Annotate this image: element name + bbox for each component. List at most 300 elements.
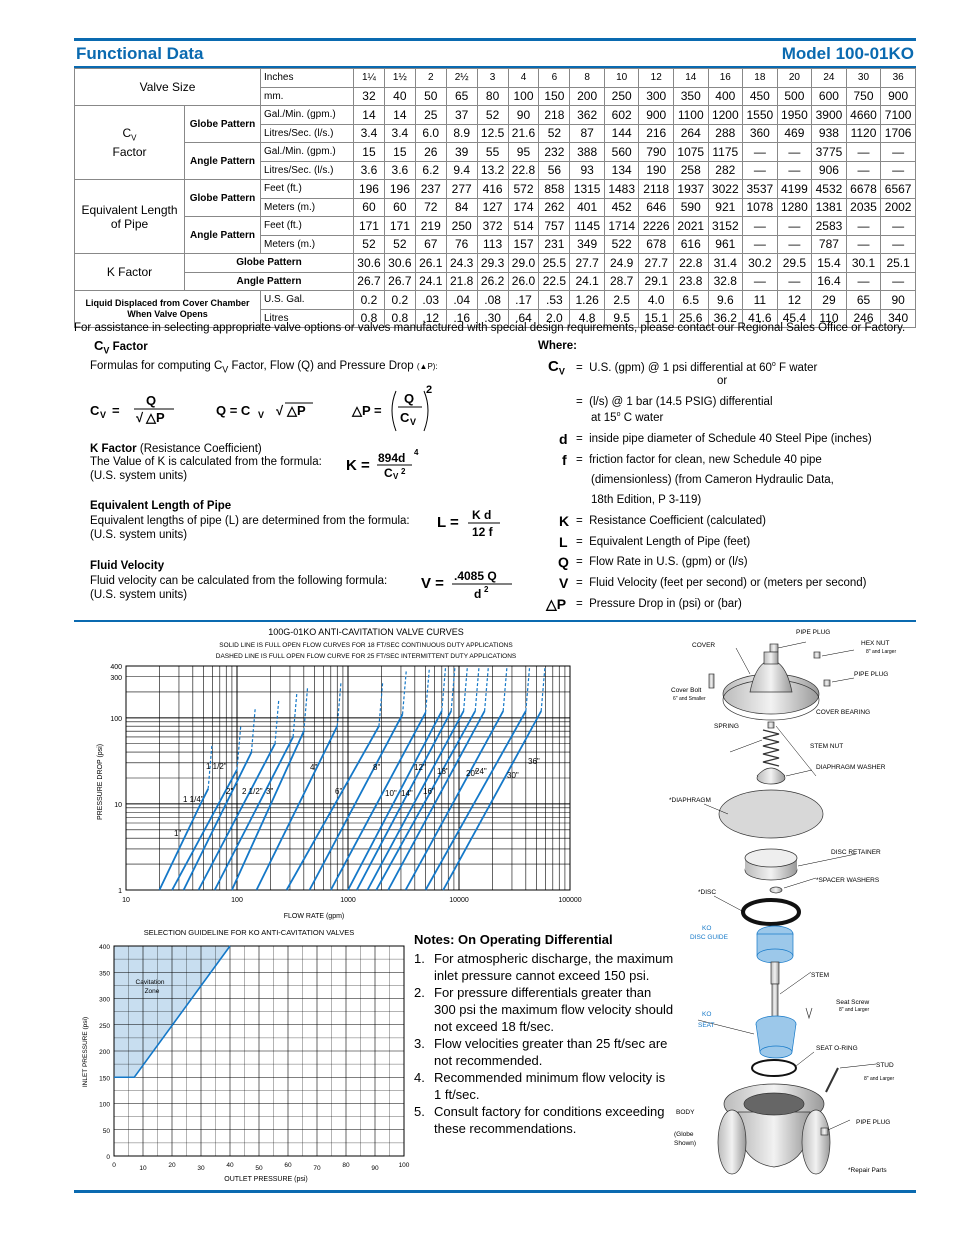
size-inch: 4 (508, 69, 539, 88)
value-cell: .30 (477, 309, 508, 328)
globe-shown-label-a: (Globe (674, 1131, 694, 1138)
value-cell: 388 (570, 143, 605, 162)
value-cell: 12.5 (477, 124, 508, 143)
value-cell: 134 (604, 161, 639, 180)
svg-text:V: V (258, 410, 265, 420)
angle-pattern-label: Angle Pattern (185, 272, 354, 291)
value-cell: 250 (446, 217, 477, 236)
svg-text:d: d (474, 587, 482, 601)
value-cell: 300 (639, 87, 674, 106)
v-formula (420, 564, 520, 604)
chart1-xtick: 100000 (558, 897, 582, 904)
curve-label: 2 1/2" (242, 787, 263, 796)
svg-text:12 f: 12 f (472, 525, 493, 539)
value-cell: 678 (639, 235, 674, 254)
value-cell: 401 (570, 198, 605, 217)
cv-factor-label: $C_V$ Factor (75, 106, 185, 180)
where-f1: = friction factor for clean, new Schedule 40 pipe (576, 454, 822, 466)
chart1-xtick: 10 (122, 897, 130, 904)
value-cell: 646 (639, 198, 674, 217)
unit-label: Inches (261, 69, 354, 88)
value-cell: — (777, 143, 812, 162)
value-cell: 350 (673, 87, 708, 106)
v-text1: Fluid velocity can be calculated from the following formula: (90, 575, 388, 587)
svg-text:2: 2 (484, 585, 489, 594)
pipe-plug-icon (770, 644, 778, 652)
value-cell: 60 (384, 198, 415, 217)
note-item (414, 1103, 674, 1137)
value-cell: — (743, 272, 778, 291)
size-inch: 1½ (384, 69, 415, 88)
value-cell: 1483 (604, 180, 639, 199)
size-inch: 10 (604, 69, 639, 88)
value-cell: 41.6 (743, 309, 778, 328)
value-cell: 522 (604, 235, 639, 254)
svg-text:V: V (393, 472, 399, 481)
value-cell: 3.6 (354, 161, 385, 180)
unit-label: U.S. Gal. (261, 291, 354, 310)
value-cell: 4.8 (570, 309, 605, 328)
l-formula (436, 505, 506, 541)
notes-title: Notes: On Operating Differential (414, 932, 613, 947)
value-cell: — (881, 161, 916, 180)
hex-nut-icon (814, 652, 820, 658)
curve-label: 36" (528, 757, 540, 766)
value-cell: 1315 (570, 180, 605, 199)
stem-label: STEM (811, 972, 830, 979)
chart2-xtick: 90 (371, 1165, 379, 1172)
value-cell: 36.2 (708, 309, 743, 328)
equivalent-length-label: Equivalent Length of Pipe (75, 180, 185, 254)
value-cell: 22.8 (508, 161, 539, 180)
eq-length-title: Equivalent Length of Pipe (90, 500, 232, 512)
value-cell: 258 (673, 161, 708, 180)
value-cell: 29 (812, 291, 847, 310)
svg-text:L =: L = (437, 514, 459, 531)
value-cell: 900 (639, 106, 674, 125)
value-cell: 1120 (846, 124, 881, 143)
cover-bearing-label: COVER BEARING (816, 709, 871, 716)
value-cell: 4199 (777, 180, 812, 199)
chart2-ytick: 300 (99, 996, 110, 1004)
value-cell: .04 (446, 291, 477, 310)
value-cell: 3.4 (354, 124, 385, 143)
value-cell: 25.6 (673, 309, 708, 328)
value-cell: 288 (708, 124, 743, 143)
unit-label: Litres/Sec. (l/s.) (261, 161, 354, 180)
value-cell: 7100 (881, 106, 916, 125)
angle-pattern-label: Angle Pattern (185, 143, 261, 180)
value-cell: 340 (881, 309, 916, 328)
size-inch: 18 (743, 69, 778, 88)
size-inch: 6 (539, 69, 570, 88)
value-cell: .03 (415, 291, 446, 310)
value-cell: 6.0 (415, 124, 446, 143)
value-cell: 600 (812, 87, 847, 106)
seat-screw-sub-label: 8" and Larger (839, 1007, 870, 1013)
value-cell: 9.4 (446, 161, 477, 180)
value-cell: 60 (354, 198, 385, 217)
note-number: 2. (414, 985, 425, 1000)
value-cell: — (846, 143, 881, 162)
where-cv-1: = U.S. (gpm) @ 1 psi differential at 60$^o$ F water (576, 361, 818, 374)
where-l-sym: L (559, 534, 568, 550)
v-text2: (U.S. system units) (90, 589, 188, 601)
body-label: BODY (676, 1109, 695, 1116)
note-text: Flow velocities greater than 25 ft/sec are not recommended. (434, 1036, 668, 1068)
value-cell: 95 (508, 143, 539, 162)
ko-disc-guide-icon (757, 926, 793, 984)
chart2-xtick: 50 (255, 1165, 263, 1172)
value-cell: 4660 (846, 106, 881, 125)
value-cell: — (777, 161, 812, 180)
value-cell: 1.26 (570, 291, 605, 310)
table-row (75, 291, 916, 310)
globe-pattern-label: Globe Pattern (185, 106, 261, 143)
value-cell: 196 (384, 180, 415, 199)
value-cell: 24.9 (604, 254, 639, 273)
value-cell: .08 (477, 291, 508, 310)
spacer-washers-icon (770, 887, 782, 893)
svg-text:C: C (384, 466, 393, 480)
value-cell: — (846, 235, 881, 254)
value-cell: 262 (539, 198, 570, 217)
value-cell: 1145 (570, 217, 605, 236)
value-cell: 22.5 (539, 272, 570, 291)
value-cell: — (743, 235, 778, 254)
value-cell: 1078 (743, 198, 778, 217)
value-cell: 13.2 (477, 161, 508, 180)
value-cell: 80 (477, 87, 508, 106)
where-k: = Resistance Coefficient (calculated) (576, 515, 766, 527)
value-cell: 24.1 (570, 272, 605, 291)
value-cell: 76 (446, 235, 477, 254)
value-cell: 2002 (881, 198, 916, 217)
value-cell: 22.8 (673, 254, 708, 273)
where-v: = Fluid Velocity (feet per second) or (meters per second) (576, 577, 867, 589)
value-cell: 15 (354, 143, 385, 162)
value-cell: 196 (354, 180, 385, 199)
cover-icon (723, 652, 819, 720)
value-cell: 28.7 (604, 272, 639, 291)
value-cell: 110 (812, 309, 847, 328)
chart2-ytick: 0 (106, 1154, 110, 1161)
curve-label: 20" (466, 769, 478, 778)
value-cell: 27.7 (570, 254, 605, 273)
unit-label: Feet (ft.) (261, 217, 354, 236)
value-cell: — (881, 217, 916, 236)
value-cell: 31.4 (708, 254, 743, 273)
value-cell: 246 (846, 309, 881, 328)
cv-factor-title: $C_V$ Factor (94, 338, 148, 356)
value-cell: — (881, 143, 916, 162)
valve-body-icon (718, 1084, 830, 1174)
note-number: 4. (414, 1070, 425, 1085)
value-cell: 52 (384, 235, 415, 254)
value-cell: 219 (415, 217, 446, 236)
value-cell: — (777, 272, 812, 291)
value-cell: 15.4 (812, 254, 847, 273)
value-cell: 4.0 (639, 291, 674, 310)
value-cell: 1714 (604, 217, 639, 236)
chart1-ytick: 10 (114, 801, 122, 809)
table-row (75, 180, 916, 199)
value-cell: 0.2 (384, 291, 415, 310)
size-inch: 20 (777, 69, 812, 88)
where-q: = Flow Rate in U.S. (gpm) or (l/s) (576, 556, 748, 568)
value-cell: 21.8 (446, 272, 477, 291)
value-cell: 29.0 (508, 254, 539, 273)
value-cell: 2.5 (604, 291, 639, 310)
value-cell: 67 (415, 235, 446, 254)
value-cell: 52 (539, 124, 570, 143)
svg-text:C: C (400, 410, 410, 425)
value-cell: — (846, 217, 881, 236)
where-f-sym: f (562, 452, 567, 468)
chart1-title: 100G-01KO ANTI-CAVITATION VALVE CURVES (268, 627, 464, 637)
value-cell: 15 (384, 143, 415, 162)
value-cell: .16 (446, 309, 477, 328)
size-inch: 14 (673, 69, 708, 88)
functional-data-table (74, 68, 916, 328)
chart2-ytick: 200 (99, 1049, 110, 1056)
angle-pattern-label: Angle Pattern (185, 217, 261, 254)
ko-seat-label-a: KO (702, 1011, 712, 1018)
bottom-rule (74, 1190, 916, 1193)
globe-pattern-label: Globe Pattern (185, 180, 261, 217)
chart2-ylabel: INLET PRESSURE (psi) (82, 1016, 89, 1088)
l-text2: (U.S. system units) (90, 529, 188, 541)
value-cell: 237 (415, 180, 446, 199)
value-cell: 1706 (881, 124, 916, 143)
value-cell: — (846, 161, 881, 180)
value-cell: 55 (477, 143, 508, 162)
velocity-title: Fluid Velocity (90, 560, 165, 572)
chart1-subtitle1: SOLID LINE IS FULL OPEN FLOW CURVES FOR 18 FT/SEC CONTINUOUS DUTY APPLICATIONS (219, 642, 513, 649)
value-cell: 900 (881, 87, 916, 106)
chart2-xtick: 20 (168, 1162, 176, 1169)
curve-label: 8" (373, 763, 381, 772)
value-cell: 2021 (673, 217, 708, 236)
value-cell: 27.7 (639, 254, 674, 273)
disc-retainer-label: DISC RETAINER (831, 849, 881, 856)
value-cell: 30.6 (384, 254, 415, 273)
value-cell: 616 (673, 235, 708, 254)
value-cell: 6.5 (673, 291, 708, 310)
chart1-subtitle2: DASHED LINE IS FULL OPEN FLOW CURVE FOR 25 FT/SEC INTERMITTENT DUTY APPLICATIONS (215, 653, 517, 660)
value-cell: 282 (708, 161, 743, 180)
size-inch: 2½ (446, 69, 477, 88)
chart2-ytick: 100 (99, 1101, 110, 1109)
chart1-xlabel: FLOW RATE (gpm) (283, 913, 345, 920)
note-item (414, 984, 674, 1035)
curve-label: 3" (266, 787, 274, 796)
globe-pattern-label: Globe Pattern (185, 254, 354, 273)
stud-sub-label: 8" and Larger (864, 1076, 895, 1082)
note-number: 1. (414, 951, 425, 966)
size-inch: 16 (708, 69, 743, 88)
ko-seat-label-b: SEAT (698, 1022, 715, 1029)
size-inch: 2 (415, 69, 446, 88)
disc-label: *DISC (698, 889, 717, 896)
note-item (414, 950, 674, 984)
size-inch: 24 (812, 69, 847, 88)
value-cell: 938 (812, 124, 847, 143)
selection-guideline-chart (74, 922, 414, 1184)
value-cell: 264 (673, 124, 708, 143)
valve-size-label: Valve Size (75, 69, 261, 106)
unit-label: Meters (m.) (261, 198, 354, 217)
value-cell: 500 (777, 87, 812, 106)
value-cell: 157 (508, 235, 539, 254)
where-l: = Equivalent Length of Pipe (feet) (576, 536, 751, 548)
svg-text:Q: Q (404, 391, 415, 406)
value-cell: 0.2 (354, 291, 385, 310)
svg-text:.4085 Q: .4085 Q (454, 569, 497, 583)
pipe-plug-top-label: PIPE PLUG (796, 629, 831, 636)
where-or: or (717, 375, 728, 387)
value-cell: 150 (539, 87, 570, 106)
value-cell: — (846, 272, 881, 291)
where-cv: $C_V$ (548, 358, 565, 377)
value-cell: 602 (604, 106, 639, 125)
top-rule (74, 38, 916, 41)
value-cell: .17 (508, 291, 539, 310)
value-cell: .53 (539, 291, 570, 310)
value-cell: 171 (354, 217, 385, 236)
chart1-ytick: 100 (110, 715, 122, 723)
l-text1: Equivalent lengths of pipe (L) are determined from the formula: (90, 515, 410, 527)
value-cell: 0.8 (354, 309, 385, 328)
value-cell: 416 (477, 180, 508, 199)
value-cell: 30.2 (743, 254, 778, 273)
value-cell: 216 (639, 124, 674, 143)
where-p: = Pressure Drop in (psi) or (bar) (576, 598, 742, 610)
table-row (75, 254, 916, 273)
value-cell: 6.2 (415, 161, 446, 180)
value-cell: 40 (384, 87, 415, 106)
value-cell: 11 (743, 291, 778, 310)
cavitation-zone-label-1: Cavitation (135, 979, 165, 986)
spring-icon (763, 730, 779, 766)
value-cell: 171 (384, 217, 415, 236)
cover-label: COVER (692, 642, 716, 649)
svg-text:V =: V = (421, 575, 444, 592)
value-cell: 72 (415, 198, 446, 217)
curve-label: 1" (174, 829, 182, 838)
value-cell: 514 (508, 217, 539, 236)
value-cell: 2118 (639, 180, 674, 199)
svg-text:2: 2 (426, 385, 433, 396)
chart1-ytick: 1 (118, 888, 122, 895)
value-cell: 93 (570, 161, 605, 180)
value-cell: 757 (539, 217, 570, 236)
value-cell: 1200 (708, 106, 743, 125)
value-cell: 6567 (881, 180, 916, 199)
value-cell: 0.8 (384, 309, 415, 328)
value-cell: 29.3 (477, 254, 508, 273)
unit-label: Litres/Sec. (l/s.) (261, 124, 354, 143)
stem-nut-label: STEM NUT (810, 743, 844, 750)
svg-text:Q: Q (146, 393, 157, 408)
curve-label: 1 1/4" (183, 795, 204, 804)
chart1-xtick: 100 (231, 897, 243, 904)
globe-shown-label-b: Shown) (674, 1140, 697, 1147)
value-cell: 349 (570, 235, 605, 254)
value-cell: 572 (508, 180, 539, 199)
unit-label: mm. (261, 87, 354, 106)
svg-text:=: = (112, 403, 120, 418)
curve-label: 10" (385, 789, 397, 798)
value-cell: 45.4 (777, 309, 812, 328)
ko-seat-icon (756, 1016, 796, 1058)
hex-nut-sub-label: 8" and Larger (866, 649, 897, 655)
table-row (75, 272, 916, 291)
value-cell: 906 (812, 161, 847, 180)
chart2-ytick: 250 (99, 1022, 110, 1030)
assistance-note: For assistance in selecting appropriate valve options or valves manufactured with special design requirements, please contact our Regional Sales Office or Factory. (74, 322, 906, 334)
svg-text:√: √ (136, 410, 144, 425)
value-cell: 2226 (639, 217, 674, 236)
value-cell: 1280 (777, 198, 812, 217)
where-d-sym: d (559, 431, 568, 447)
chart2-xtick: 40 (226, 1162, 234, 1169)
value-cell: 921 (708, 198, 743, 217)
note-text: Recommended minimum flow velocity is 1 ft/sec. (434, 1070, 666, 1102)
value-cell: 26.7 (384, 272, 415, 291)
value-cell: 790 (639, 143, 674, 162)
unit-label: Gal./Min. (gpm.) (261, 143, 354, 162)
value-cell: 23.8 (673, 272, 708, 291)
value-cell: 1950 (777, 106, 812, 125)
value-cell: 3537 (743, 180, 778, 199)
value-cell: 29.5 (777, 254, 812, 273)
svg-text:V: V (100, 410, 107, 420)
svg-text:4: 4 (414, 448, 419, 457)
chart2-xtick: 60 (284, 1162, 292, 1169)
value-cell: 29.1 (639, 272, 674, 291)
chart1-xtick: 10000 (449, 897, 469, 904)
cv-q-p-formulas (88, 385, 448, 435)
chart2-ytick: 400 (99, 944, 110, 951)
chart1-ylabel: PRESSURE DROP (psi) (97, 743, 104, 821)
value-cell: 190 (639, 161, 674, 180)
curve-label: 12" (414, 763, 426, 772)
value-cell: 961 (708, 235, 743, 254)
where-k-sym: K (559, 513, 570, 529)
value-cell: .64 (508, 309, 539, 328)
value-cell: .12 (415, 309, 446, 328)
where-cv-2b: at 15$^o$ C water (591, 411, 664, 424)
unit-label: Gal./Min. (gpm.) (261, 106, 354, 125)
where-v-sym: V (559, 575, 569, 591)
size-inch: 1¼ (354, 69, 385, 88)
diaphragm-washer-label: DIAPHRAGM WASHER (816, 764, 886, 771)
value-cell: 858 (539, 180, 570, 199)
note-text: For atmospheric discharge, the maximum inlet pressure cannot exceed 150 psi. (434, 951, 674, 983)
svg-text:△P: △P (146, 410, 165, 425)
value-cell: 84 (446, 198, 477, 217)
pipe-plug3-icon (821, 1128, 828, 1135)
value-cell: 56 (539, 161, 570, 180)
where-d: = inside pipe diameter of Schedule 40 Steel Pipe (inches) (576, 433, 872, 445)
svg-text:894d: 894d (378, 451, 406, 465)
value-cell: 250 (604, 87, 639, 106)
value-cell: 24.3 (446, 254, 477, 273)
value-cell: 1550 (743, 106, 778, 125)
unit-label: Litres (261, 309, 354, 328)
value-cell: 362 (570, 106, 605, 125)
